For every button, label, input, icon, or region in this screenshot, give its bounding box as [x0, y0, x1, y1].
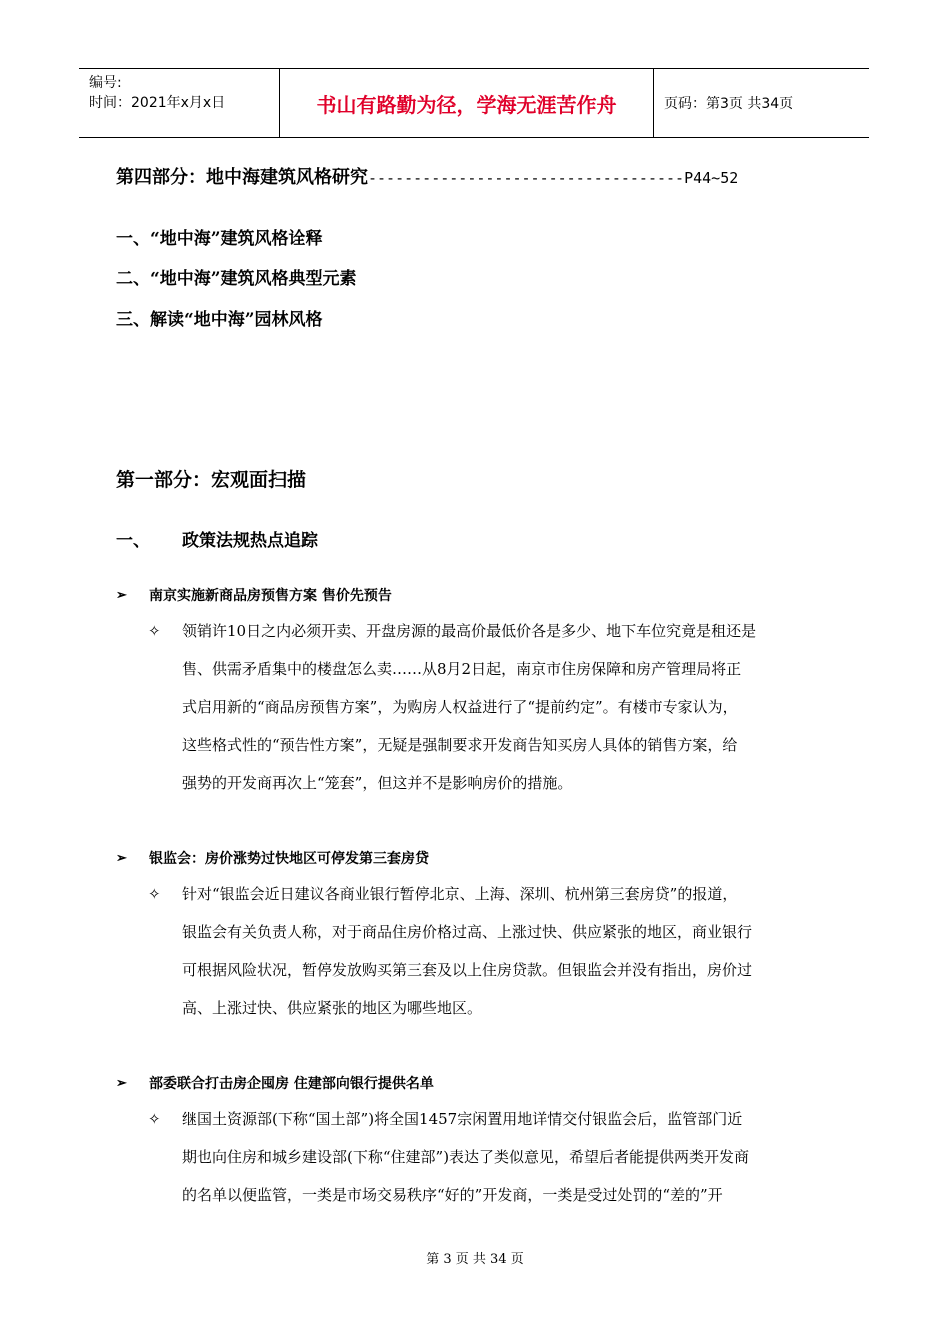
paragraph-line: 这些格式性的“预告性方案”，无疑是强制要求开发商告知买房人具体的销售方案，给 [182, 736, 738, 754]
news-heading [116, 1073, 434, 1093]
paragraph-line: 针对“银监会近日建议各商业银行暂停北京、上海、深圳、杭州第三套房贷”的报道， [182, 885, 738, 903]
header-motto: 书山有路勤为径，学海无涯苦作舟 [280, 69, 654, 137]
paragraph-line: 强势的开发商再次上“笼套”，但这并不是影响房价的措施。 [182, 774, 573, 792]
arrow-bullet-icon: ➢ [116, 850, 127, 866]
news-paragraph [148, 612, 840, 802]
paragraph-line: 期也向住房和城乡建设部(下称“住建部”)表达了类似意见，希望后者能提供两类开发商 [182, 1148, 750, 1166]
time-label: 时间：2021年x月x日 [89, 95, 226, 111]
news-heading [116, 848, 429, 868]
section-title-text: 政策法规热点追踪 [182, 531, 318, 551]
diamond-bullet-icon: ✧ [148, 1110, 161, 1128]
toc-item: 三、解读“地中海”园林风格 [116, 310, 323, 330]
toc-item: 二、“地中海”建筑风格典型元素 [116, 269, 357, 289]
news-heading-text: 银监会：房价涨势过快地区可停发第三套房贷 [149, 851, 429, 867]
part-title: 第一部分：宏观面扫描 [116, 469, 307, 491]
paragraph-line: 继国土资源部(下称“国土部”)将全国1457宗闲置用地详情交付银监会后，监管部门近 [182, 1110, 743, 1128]
header-meta-cell [79, 69, 280, 137]
header-page-info: 页码：第3页 共34页 [664, 96, 794, 112]
paragraph-line: 高、上涨过快、供应紧张的地区为哪些地区。 [182, 999, 483, 1017]
toc-part-title: 第四部分：地中海建筑风格研究 [116, 167, 368, 188]
paragraph-line: 领销许10日之内必须开卖、开盘房源的最高价最低价各是多少、地下车位究竟是租还是 [182, 622, 757, 640]
code-label: 编号: [89, 75, 122, 91]
news-paragraph [148, 1100, 840, 1214]
paragraph-line: 售、供需矛盾集中的楼盘怎么卖……从8月2日起，南京市住房保障和房产管理局将正 [182, 660, 742, 678]
paragraph-line: 式启用新的“商品房预售方案”，为购房人权益进行了“提前约定”。有楼市专家认为， [182, 698, 738, 716]
diamond-bullet-icon: ✧ [148, 885, 161, 903]
news-paragraph [148, 875, 840, 1027]
arrow-bullet-icon: ➢ [116, 1075, 127, 1091]
news-heading [116, 585, 392, 605]
document-header [79, 68, 869, 138]
arrow-bullet-icon: ➢ [116, 587, 127, 603]
diamond-bullet-icon: ✧ [148, 622, 161, 640]
news-heading-text: 南京实施新商品房预售方案 售价先预告 [149, 588, 392, 604]
toc-item: 一、“地中海”建筑风格诠释 [116, 229, 323, 249]
paragraph-line: 可根据风险状况，暂停发放购买第三套及以上住房贷款。但银监会并没有指出，房价过 [182, 961, 753, 979]
toc-part-leader: -----------------------------------P44~52 [368, 169, 739, 187]
section-title [116, 526, 318, 551]
paragraph-line: 的名单以便监管，一类是市场交易秩序“好的”开发商，一类是受过处罚的“差的”开 [182, 1186, 723, 1204]
section-number: 一、 [116, 531, 150, 551]
toc-part-four [116, 163, 738, 189]
page-footer: 第 3 页 共 34 页 [426, 1252, 524, 1267]
paragraph-line: 银监会有关负责人称，对于商品住房价格过高、上涨过快、供应紧张的地区，商业银行 [182, 923, 753, 941]
news-heading-text: 部委联合打击房企囤房 住建部向银行提供名单 [149, 1076, 434, 1092]
